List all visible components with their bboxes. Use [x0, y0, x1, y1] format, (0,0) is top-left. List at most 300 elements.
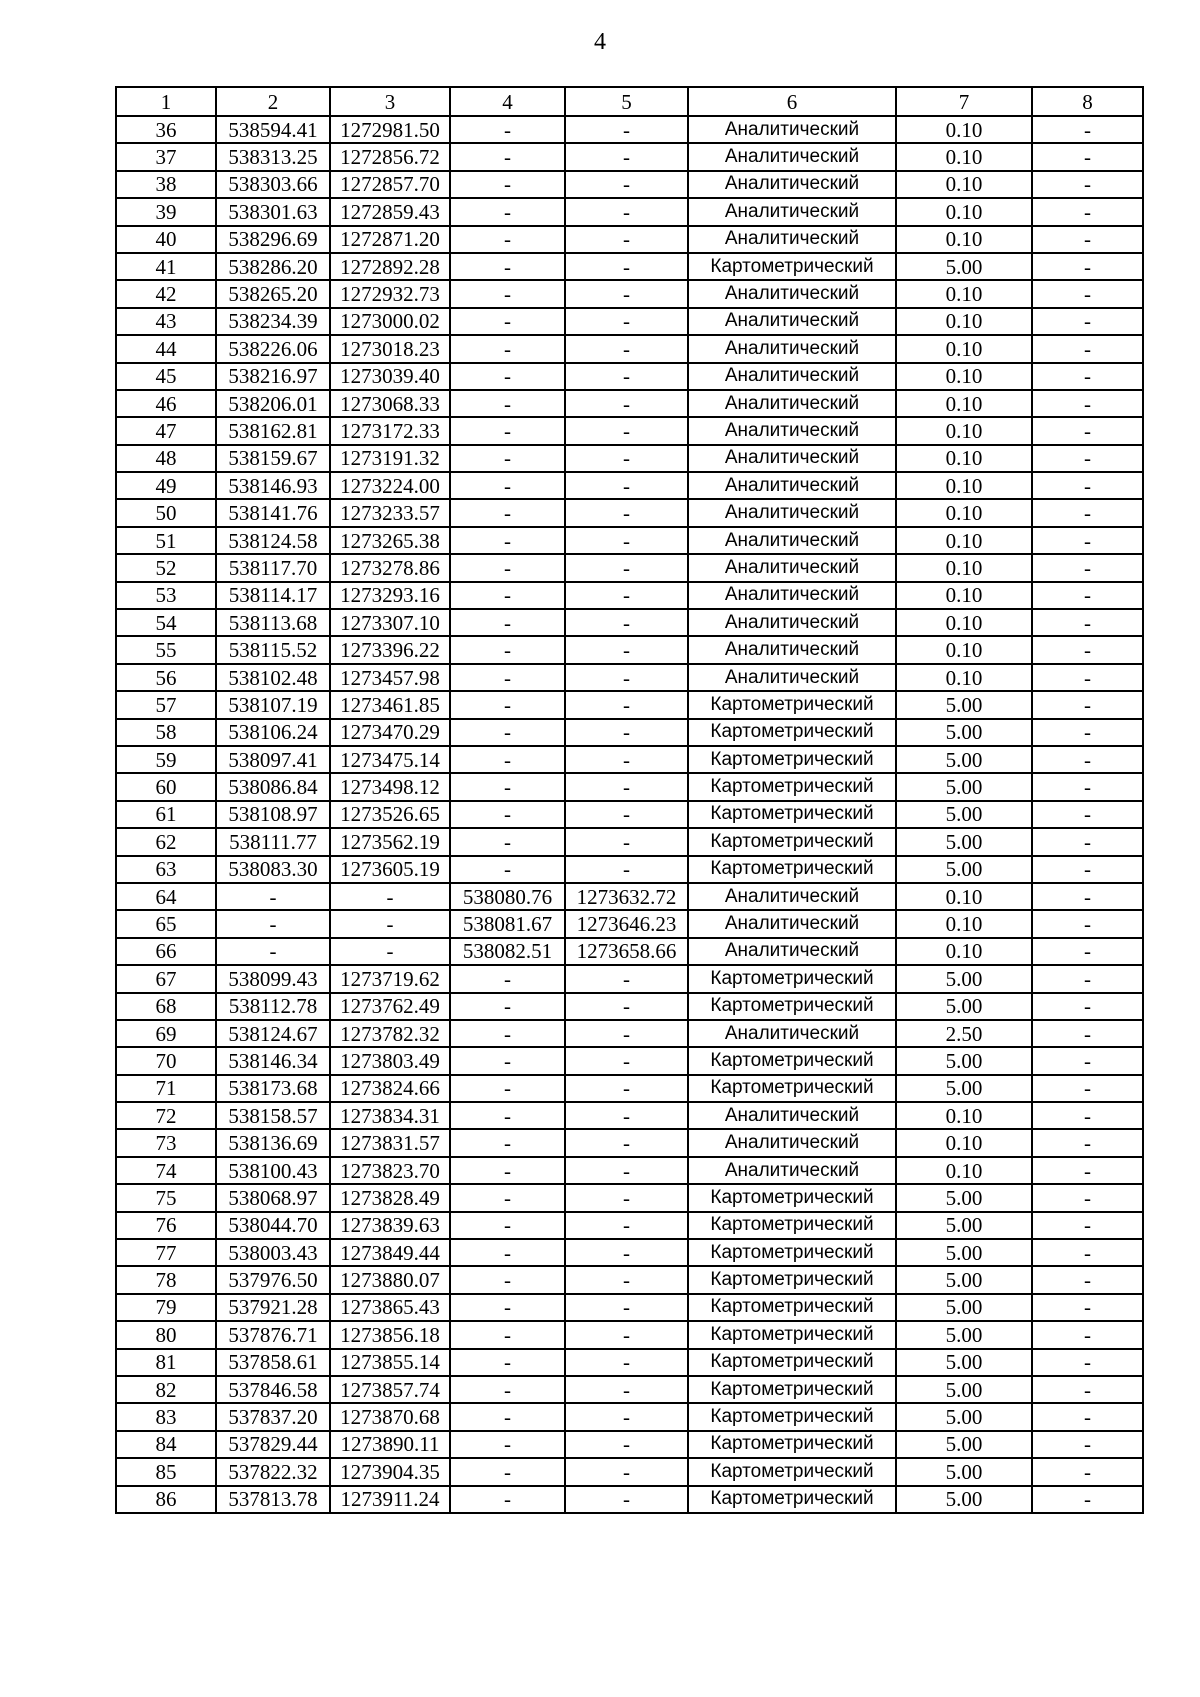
y-coordinate-cell: 1273803.49: [330, 1047, 450, 1074]
x-coordinate-cell: 538226.06: [216, 335, 330, 362]
y-coordinate-cell: 1272871.20: [330, 226, 450, 253]
column-header: 8: [1032, 87, 1143, 116]
point-number-cell: 55: [116, 636, 216, 663]
y-coordinate-cell: 1273172.33: [330, 417, 450, 444]
y-new-coordinate-cell: -: [565, 1075, 688, 1102]
y-new-coordinate-cell: -: [565, 993, 688, 1020]
x-coordinate-cell: 538158.57: [216, 1102, 330, 1129]
table-row: [116, 527, 1143, 554]
x-coordinate-cell: 538111.77: [216, 828, 330, 855]
point-number-cell: 38: [116, 171, 216, 198]
method-cell: Картометрический: [688, 746, 896, 773]
x-coordinate-cell: 538286.20: [216, 253, 330, 280]
table-row: [116, 499, 1143, 526]
x-coordinate-cell: 538102.48: [216, 664, 330, 691]
table-row: [116, 198, 1143, 225]
table-row: [116, 226, 1143, 253]
point-number-cell: 53: [116, 582, 216, 609]
y-coordinate-cell: 1273018.23: [330, 335, 450, 362]
accuracy-cell: 5.00: [896, 856, 1032, 883]
y-coordinate-cell: 1272981.50: [330, 116, 450, 143]
x-new-coordinate-cell: -: [450, 198, 565, 225]
y-new-coordinate-cell: -: [565, 636, 688, 663]
y-coordinate-cell: 1273857.74: [330, 1376, 450, 1403]
y-new-coordinate-cell: -: [565, 1266, 688, 1293]
accuracy-cell: 5.00: [896, 1184, 1032, 1211]
point-number-cell: 68: [116, 993, 216, 1020]
point-number-cell: 71: [116, 1075, 216, 1102]
note-cell: -: [1032, 253, 1143, 280]
y-coordinate-cell: -: [330, 910, 450, 937]
point-number-cell: 81: [116, 1349, 216, 1376]
y-coordinate-cell: 1273824.66: [330, 1075, 450, 1102]
y-coordinate-cell: 1273855.14: [330, 1349, 450, 1376]
x-coordinate-cell: 538106.24: [216, 719, 330, 746]
table-row: [116, 1486, 1143, 1513]
note-cell: -: [1032, 1075, 1143, 1102]
note-cell: -: [1032, 554, 1143, 581]
method-cell: Аналитический: [688, 554, 896, 581]
note-cell: -: [1032, 1102, 1143, 1129]
y-new-coordinate-cell: -: [565, 1294, 688, 1321]
x-coordinate-cell: 538044.70: [216, 1212, 330, 1239]
method-cell: Картометрический: [688, 1458, 896, 1485]
method-cell: Аналитический: [688, 308, 896, 335]
x-coordinate-cell: 538100.43: [216, 1157, 330, 1184]
y-coordinate-cell: 1273782.32: [330, 1020, 450, 1047]
y-coordinate-cell: 1273457.98: [330, 664, 450, 691]
y-new-coordinate-cell: -: [565, 1020, 688, 1047]
accuracy-cell: 0.10: [896, 308, 1032, 335]
table-row: [116, 280, 1143, 307]
point-number-cell: 48: [116, 445, 216, 472]
x-new-coordinate-cell: -: [450, 226, 565, 253]
note-cell: -: [1032, 1047, 1143, 1074]
x-coordinate-cell: 537837.20: [216, 1403, 330, 1430]
point-number-cell: 82: [116, 1376, 216, 1403]
y-new-coordinate-cell: -: [565, 472, 688, 499]
point-number-cell: 40: [116, 226, 216, 253]
point-number-cell: 66: [116, 938, 216, 965]
accuracy-cell: 5.00: [896, 1047, 1032, 1074]
table-row: [116, 1157, 1143, 1184]
table-row: [116, 1239, 1143, 1266]
accuracy-cell: 5.00: [896, 719, 1032, 746]
note-cell: -: [1032, 801, 1143, 828]
x-new-coordinate-cell: -: [450, 143, 565, 170]
note-cell: -: [1032, 1458, 1143, 1485]
method-cell: Картометрический: [688, 1349, 896, 1376]
y-new-coordinate-cell: -: [565, 1349, 688, 1376]
y-new-coordinate-cell: -: [565, 445, 688, 472]
method-cell: Картометрический: [688, 1212, 896, 1239]
accuracy-cell: 0.10: [896, 472, 1032, 499]
x-new-coordinate-cell: -: [450, 1321, 565, 1348]
x-new-coordinate-cell: -: [450, 1349, 565, 1376]
method-cell: Аналитический: [688, 116, 896, 143]
table-row: [116, 1047, 1143, 1074]
page-number: 4: [594, 29, 606, 55]
accuracy-cell: 5.00: [896, 1266, 1032, 1293]
accuracy-cell: 5.00: [896, 1212, 1032, 1239]
y-new-coordinate-cell: -: [565, 965, 688, 992]
point-number-cell: 78: [116, 1266, 216, 1293]
y-new-coordinate-cell: -: [565, 417, 688, 444]
note-cell: -: [1032, 773, 1143, 800]
point-number-cell: 50: [116, 499, 216, 526]
x-coordinate-cell: 538141.76: [216, 499, 330, 526]
method-cell: Аналитический: [688, 1129, 896, 1156]
y-new-coordinate-cell: -: [565, 116, 688, 143]
accuracy-cell: 5.00: [896, 965, 1032, 992]
x-coordinate-cell: 538113.68: [216, 609, 330, 636]
note-cell: -: [1032, 883, 1143, 910]
x-new-coordinate-cell: -: [450, 993, 565, 1020]
y-coordinate-cell: 1273475.14: [330, 746, 450, 773]
point-number-cell: 49: [116, 472, 216, 499]
point-number-cell: 52: [116, 554, 216, 581]
method-cell: Аналитический: [688, 445, 896, 472]
column-header: 5: [565, 87, 688, 116]
x-coordinate-cell: 538162.81: [216, 417, 330, 444]
method-cell: Картометрический: [688, 1266, 896, 1293]
x-coordinate-cell: 538146.34: [216, 1047, 330, 1074]
y-coordinate-cell: 1273865.43: [330, 1294, 450, 1321]
point-number-cell: 57: [116, 691, 216, 718]
y-coordinate-cell: 1272932.73: [330, 280, 450, 307]
table-header-row: [116, 87, 1143, 116]
note-cell: -: [1032, 363, 1143, 390]
x-new-coordinate-cell: -: [450, 1294, 565, 1321]
x-coordinate-cell: 538313.25: [216, 143, 330, 170]
table-row: [116, 1266, 1143, 1293]
accuracy-cell: 0.10: [896, 636, 1032, 663]
table-row: [116, 719, 1143, 746]
method-cell: Картометрический: [688, 1047, 896, 1074]
y-new-coordinate-cell: -: [565, 801, 688, 828]
method-cell: Аналитический: [688, 910, 896, 937]
x-new-coordinate-cell: -: [450, 856, 565, 883]
x-coordinate-cell: 537829.44: [216, 1431, 330, 1458]
point-number-cell: 74: [116, 1157, 216, 1184]
y-new-coordinate-cell: -: [565, 1157, 688, 1184]
method-cell: Картометрический: [688, 691, 896, 718]
table-row: [116, 636, 1143, 663]
y-new-coordinate-cell: -: [565, 253, 688, 280]
y-new-coordinate-cell: -: [565, 856, 688, 883]
table-row: [116, 1349, 1143, 1376]
note-cell: -: [1032, 1266, 1143, 1293]
table-row: [116, 335, 1143, 362]
table-row: [116, 773, 1143, 800]
x-coordinate-cell: 537813.78: [216, 1486, 330, 1513]
x-new-coordinate-cell: -: [450, 280, 565, 307]
method-cell: Аналитический: [688, 1157, 896, 1184]
x-coordinate-cell: 538068.97: [216, 1184, 330, 1211]
y-coordinate-cell: 1273498.12: [330, 773, 450, 800]
x-new-coordinate-cell: -: [450, 1376, 565, 1403]
method-cell: Аналитический: [688, 143, 896, 170]
point-number-cell: 46: [116, 390, 216, 417]
y-coordinate-cell: 1273224.00: [330, 472, 450, 499]
y-new-coordinate-cell: -: [565, 719, 688, 746]
method-cell: Картометрический: [688, 1184, 896, 1211]
y-new-coordinate-cell: -: [565, 1129, 688, 1156]
x-new-coordinate-cell: -: [450, 253, 565, 280]
point-number-cell: 44: [116, 335, 216, 362]
y-new-coordinate-cell: -: [565, 363, 688, 390]
x-new-coordinate-cell: -: [450, 116, 565, 143]
method-cell: Картометрический: [688, 801, 896, 828]
note-cell: -: [1032, 965, 1143, 992]
x-new-coordinate-cell: -: [450, 1458, 565, 1485]
y-coordinate-cell: 1273526.65: [330, 801, 450, 828]
point-number-cell: 80: [116, 1321, 216, 1348]
accuracy-cell: 5.00: [896, 773, 1032, 800]
note-cell: -: [1032, 280, 1143, 307]
x-coordinate-cell: 538124.58: [216, 527, 330, 554]
x-coordinate-cell: 538099.43: [216, 965, 330, 992]
note-cell: -: [1032, 226, 1143, 253]
note-cell: -: [1032, 335, 1143, 362]
y-coordinate-cell: 1273562.19: [330, 828, 450, 855]
method-cell: Аналитический: [688, 664, 896, 691]
accuracy-cell: 5.00: [896, 1403, 1032, 1430]
y-new-coordinate-cell: -: [565, 582, 688, 609]
y-coordinate-cell: 1272856.72: [330, 143, 450, 170]
accuracy-cell: 0.10: [896, 883, 1032, 910]
accuracy-cell: 0.10: [896, 280, 1032, 307]
y-coordinate-cell: 1273856.18: [330, 1321, 450, 1348]
y-new-coordinate-cell: -: [565, 1403, 688, 1430]
method-cell: Картометрический: [688, 1075, 896, 1102]
x-coordinate-cell: -: [216, 938, 330, 965]
point-number-cell: 56: [116, 664, 216, 691]
accuracy-cell: 0.10: [896, 1157, 1032, 1184]
method-cell: Картометрический: [688, 719, 896, 746]
y-coordinate-cell: 1273911.24: [330, 1486, 450, 1513]
x-new-coordinate-cell: -: [450, 609, 565, 636]
point-number-cell: 67: [116, 965, 216, 992]
x-new-coordinate-cell: -: [450, 636, 565, 663]
y-coordinate-cell: 1273233.57: [330, 499, 450, 526]
x-new-coordinate-cell: -: [450, 335, 565, 362]
column-header: 3: [330, 87, 450, 116]
x-new-coordinate-cell: -: [450, 1075, 565, 1102]
point-number-cell: 83: [116, 1403, 216, 1430]
note-cell: -: [1032, 527, 1143, 554]
y-new-coordinate-cell: -: [565, 280, 688, 307]
note-cell: -: [1032, 746, 1143, 773]
y-new-coordinate-cell: -: [565, 1376, 688, 1403]
x-coordinate-cell: 538124.67: [216, 1020, 330, 1047]
accuracy-cell: 0.10: [896, 938, 1032, 965]
accuracy-cell: 0.10: [896, 664, 1032, 691]
table-row: [116, 910, 1143, 937]
note-cell: -: [1032, 1157, 1143, 1184]
table-row: [116, 938, 1143, 965]
y-new-coordinate-cell: -: [565, 1486, 688, 1513]
x-coordinate-cell: 537858.61: [216, 1349, 330, 1376]
x-new-coordinate-cell: -: [450, 363, 565, 390]
y-new-coordinate-cell: -: [565, 691, 688, 718]
point-number-cell: 62: [116, 828, 216, 855]
method-cell: Аналитический: [688, 609, 896, 636]
accuracy-cell: 5.00: [896, 1458, 1032, 1485]
x-coordinate-cell: 537976.50: [216, 1266, 330, 1293]
table-row: [116, 1321, 1143, 1348]
note-cell: -: [1032, 1239, 1143, 1266]
y-new-coordinate-cell: -: [565, 1239, 688, 1266]
y-new-coordinate-cell: -: [565, 554, 688, 581]
accuracy-cell: 5.00: [896, 1321, 1032, 1348]
x-new-coordinate-cell: -: [450, 1047, 565, 1074]
column-header: 7: [896, 87, 1032, 116]
note-cell: -: [1032, 308, 1143, 335]
y-coordinate-cell: 1273039.40: [330, 363, 450, 390]
y-new-coordinate-cell: -: [565, 1102, 688, 1129]
table-row: [116, 554, 1143, 581]
x-new-coordinate-cell: -: [450, 664, 565, 691]
table-row: [116, 472, 1143, 499]
accuracy-cell: 0.10: [896, 609, 1032, 636]
y-new-coordinate-cell: -: [565, 499, 688, 526]
y-coordinate-cell: 1273839.63: [330, 1212, 450, 1239]
accuracy-cell: 5.00: [896, 828, 1032, 855]
note-cell: -: [1032, 445, 1143, 472]
method-cell: Картометрический: [688, 1431, 896, 1458]
note-cell: -: [1032, 609, 1143, 636]
x-coordinate-cell: 538114.17: [216, 582, 330, 609]
point-number-cell: 36: [116, 116, 216, 143]
point-number-cell: 47: [116, 417, 216, 444]
accuracy-cell: 0.10: [896, 1102, 1032, 1129]
x-new-coordinate-cell: -: [450, 308, 565, 335]
table-row: [116, 143, 1143, 170]
accuracy-cell: 0.10: [896, 116, 1032, 143]
x-new-coordinate-cell: -: [450, 1184, 565, 1211]
accuracy-cell: 5.00: [896, 993, 1032, 1020]
point-number-cell: 41: [116, 253, 216, 280]
method-cell: Картометрический: [688, 856, 896, 883]
x-coordinate-cell: -: [216, 883, 330, 910]
method-cell: Аналитический: [688, 198, 896, 225]
accuracy-cell: 5.00: [896, 1075, 1032, 1102]
point-number-cell: 84: [116, 1431, 216, 1458]
method-cell: Картометрический: [688, 1403, 896, 1430]
point-number-cell: 85: [116, 1458, 216, 1485]
x-new-coordinate-cell: -: [450, 527, 565, 554]
accuracy-cell: 0.10: [896, 445, 1032, 472]
x-new-coordinate-cell: -: [450, 554, 565, 581]
note-cell: -: [1032, 719, 1143, 746]
x-coordinate-cell: 538303.66: [216, 171, 330, 198]
point-number-cell: 61: [116, 801, 216, 828]
x-coordinate-cell: 537846.58: [216, 1376, 330, 1403]
x-coordinate-cell: 538107.19: [216, 691, 330, 718]
y-coordinate-cell: 1273307.10: [330, 609, 450, 636]
x-new-coordinate-cell: -: [450, 1020, 565, 1047]
note-cell: -: [1032, 856, 1143, 883]
note-cell: -: [1032, 636, 1143, 663]
point-number-cell: 64: [116, 883, 216, 910]
method-cell: Аналитический: [688, 1102, 896, 1129]
table-body: [116, 116, 1143, 1513]
y-coordinate-cell: 1273470.29: [330, 719, 450, 746]
x-new-coordinate-cell: -: [450, 1157, 565, 1184]
x-coordinate-cell: 538216.97: [216, 363, 330, 390]
y-new-coordinate-cell: -: [565, 335, 688, 362]
accuracy-cell: 5.00: [896, 253, 1032, 280]
table-row: [116, 609, 1143, 636]
y-new-coordinate-cell: -: [565, 308, 688, 335]
y-coordinate-cell: 1273828.49: [330, 1184, 450, 1211]
table-row: [116, 1431, 1143, 1458]
y-new-coordinate-cell: 1273632.72: [565, 883, 688, 910]
y-new-coordinate-cell: -: [565, 746, 688, 773]
note-cell: -: [1032, 1486, 1143, 1513]
x-coordinate-cell: 538115.52: [216, 636, 330, 663]
column-header: 1: [116, 87, 216, 116]
method-cell: Аналитический: [688, 363, 896, 390]
point-number-cell: 54: [116, 609, 216, 636]
y-new-coordinate-cell: -: [565, 1184, 688, 1211]
x-new-coordinate-cell: -: [450, 472, 565, 499]
y-coordinate-cell: 1273904.35: [330, 1458, 450, 1485]
table-row: [116, 417, 1143, 444]
point-number-cell: 73: [116, 1129, 216, 1156]
note-cell: -: [1032, 1020, 1143, 1047]
accuracy-cell: 2.50: [896, 1020, 1032, 1047]
accuracy-cell: 5.00: [896, 1294, 1032, 1321]
table-row: [116, 1458, 1143, 1485]
y-new-coordinate-cell: -: [565, 1212, 688, 1239]
y-coordinate-cell: 1272892.28: [330, 253, 450, 280]
method-cell: Картометрический: [688, 773, 896, 800]
note-cell: -: [1032, 691, 1143, 718]
table-row: [116, 1020, 1143, 1047]
method-cell: Картометрический: [688, 993, 896, 1020]
table-row: [116, 883, 1143, 910]
y-new-coordinate-cell: -: [565, 828, 688, 855]
note-cell: -: [1032, 1321, 1143, 1348]
point-number-cell: 72: [116, 1102, 216, 1129]
note-cell: -: [1032, 664, 1143, 691]
method-cell: Картометрический: [688, 1321, 896, 1348]
table-row: [116, 171, 1143, 198]
y-coordinate-cell: 1272859.43: [330, 198, 450, 225]
x-new-coordinate-cell: -: [450, 719, 565, 746]
x-new-coordinate-cell: 538081.67: [450, 910, 565, 937]
x-new-coordinate-cell: -: [450, 1403, 565, 1430]
point-number-cell: 69: [116, 1020, 216, 1047]
y-coordinate-cell: -: [330, 938, 450, 965]
table-row: [116, 363, 1143, 390]
y-coordinate-cell: 1273293.16: [330, 582, 450, 609]
table-row: [116, 1376, 1143, 1403]
x-new-coordinate-cell: -: [450, 1129, 565, 1156]
method-cell: Картометрический: [688, 253, 896, 280]
table-row: [116, 746, 1143, 773]
method-cell: Аналитический: [688, 335, 896, 362]
x-coordinate-cell: 538086.84: [216, 773, 330, 800]
y-new-coordinate-cell: -: [565, 773, 688, 800]
y-new-coordinate-cell: -: [565, 143, 688, 170]
x-coordinate-cell: -: [216, 910, 330, 937]
table-row: [116, 1102, 1143, 1129]
table-row: [116, 1075, 1143, 1102]
x-coordinate-cell: 538083.30: [216, 856, 330, 883]
